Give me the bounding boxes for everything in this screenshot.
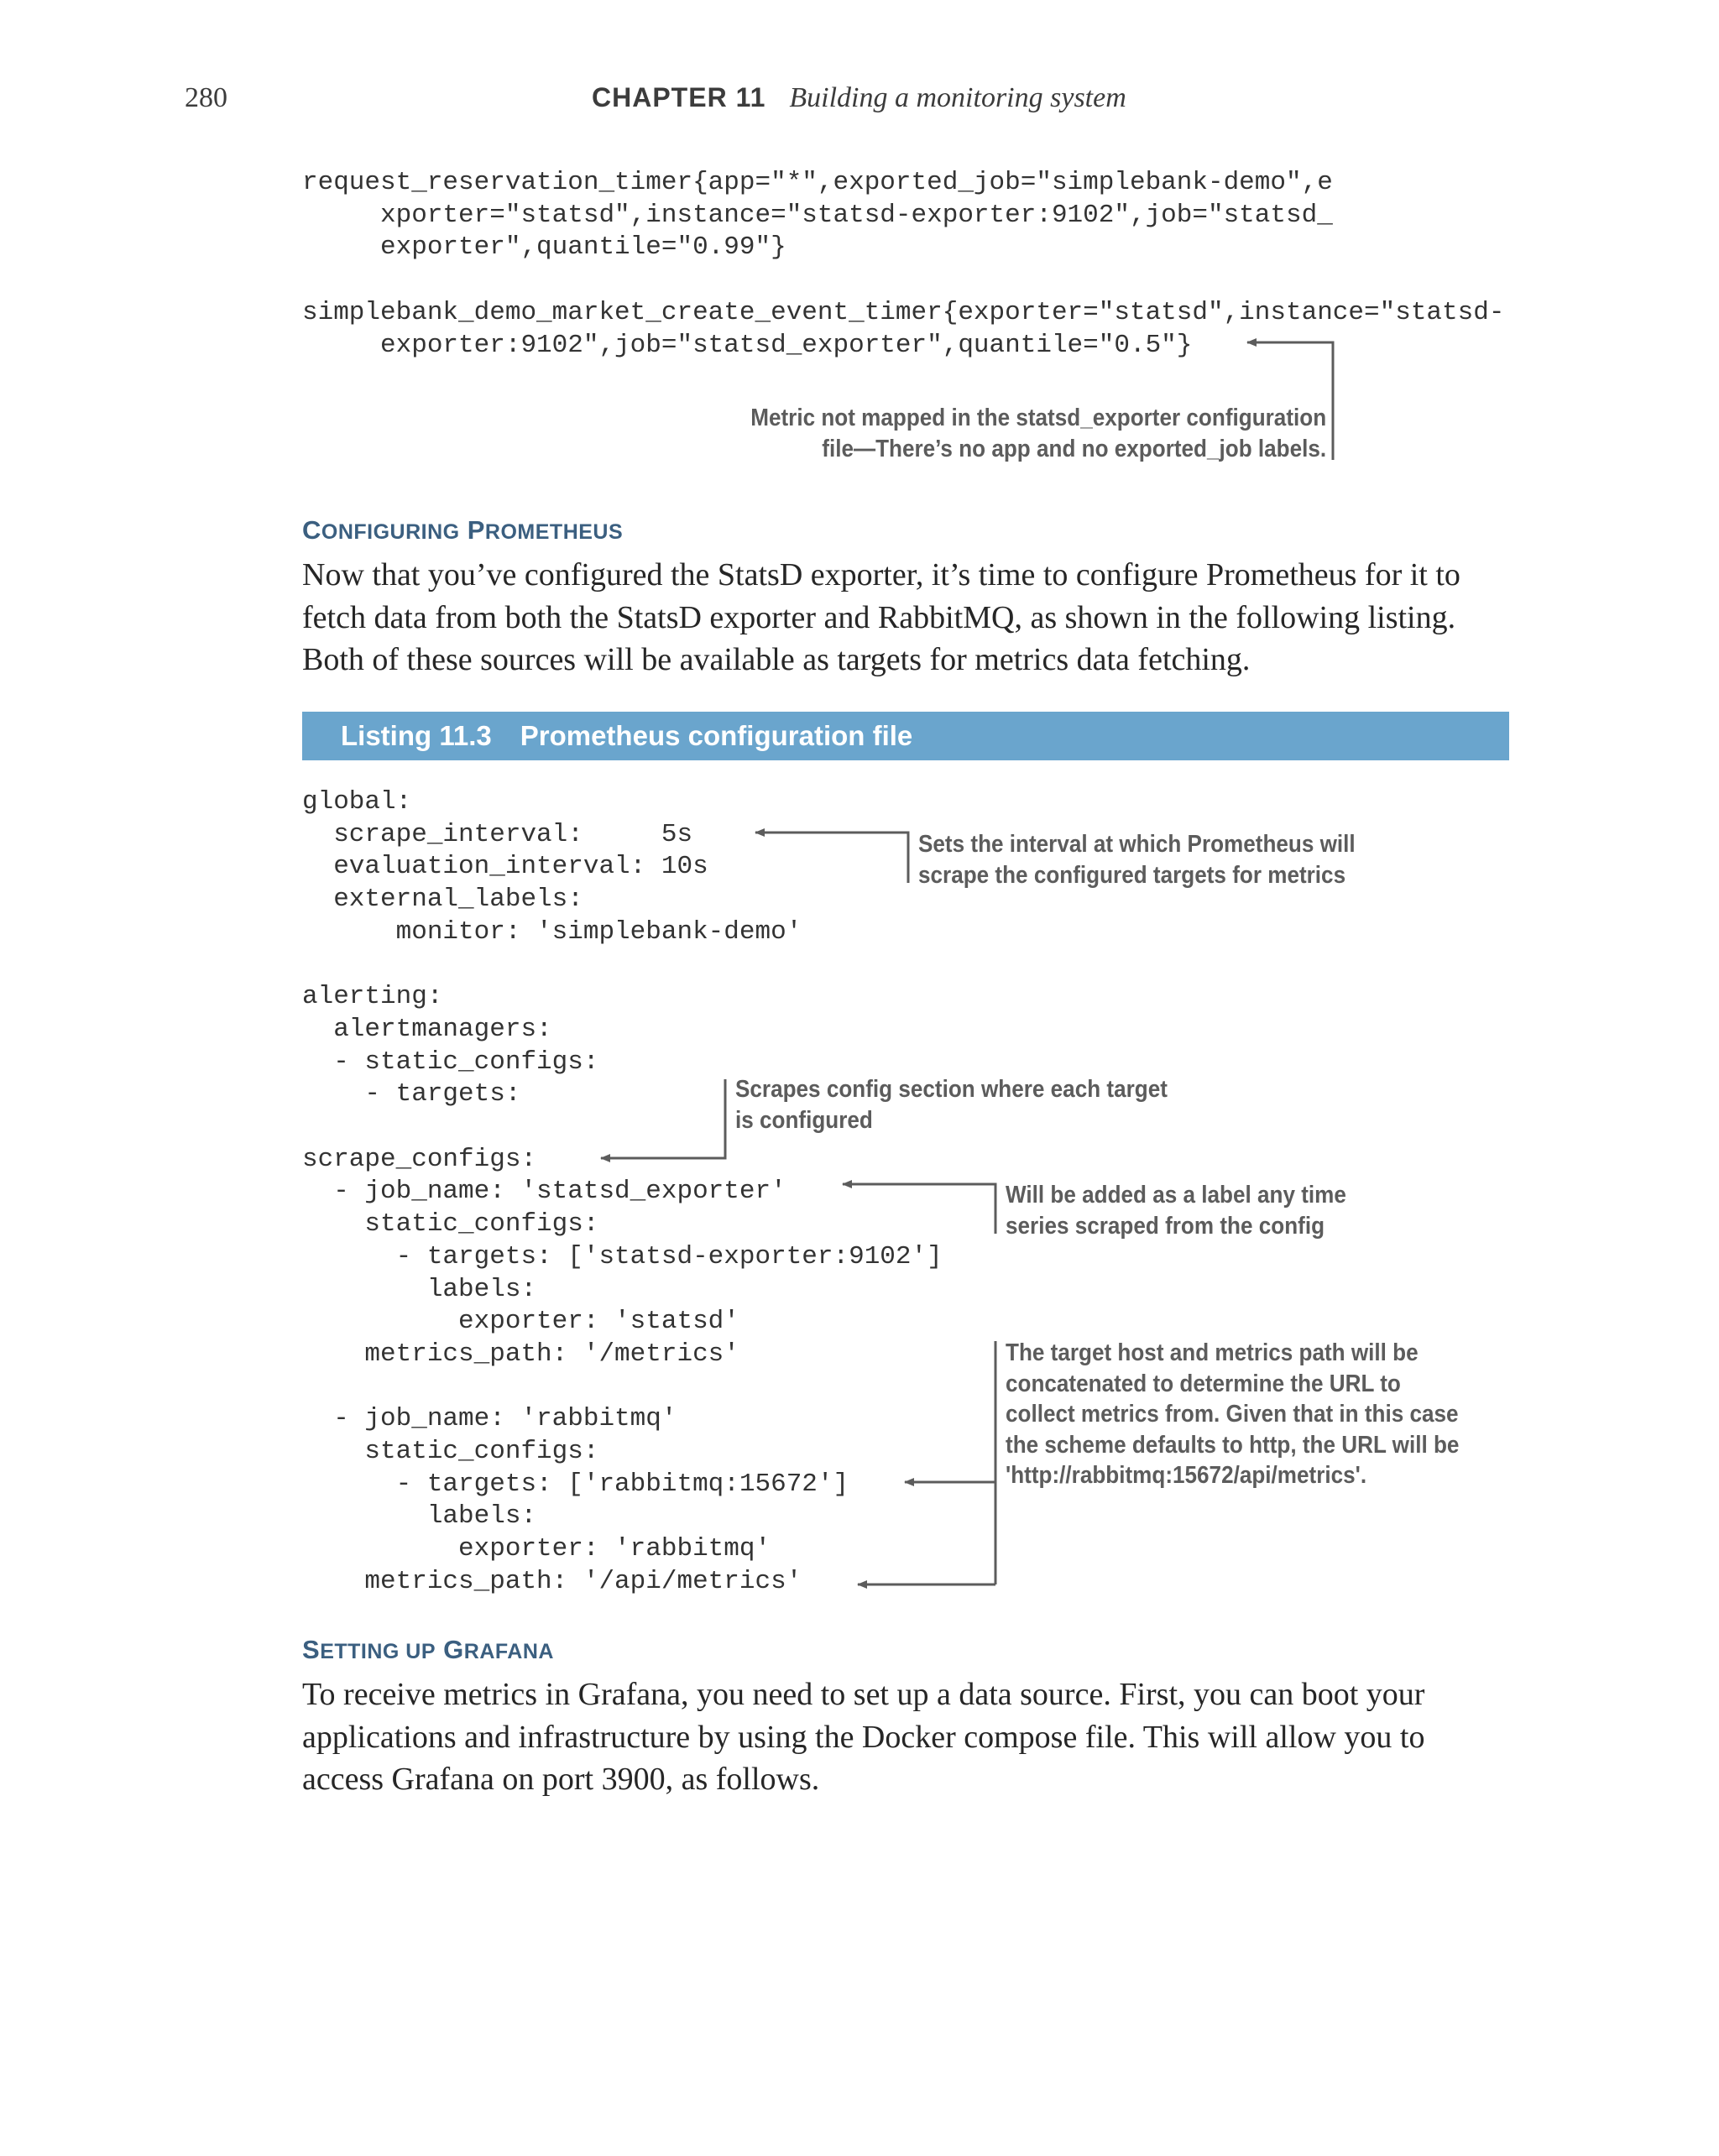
annotation-line: file—There’s no app and no exported_job labels.	[822, 435, 1326, 462]
annotation-line: Scrapes config section where each target	[735, 1076, 1168, 1103]
annotation-line: series scraped from the config	[1006, 1212, 1325, 1240]
code-line: - static_configs:	[302, 1047, 599, 1077]
code-line: scrape_configs:	[302, 1144, 537, 1174]
arrow-job-label	[843, 1184, 995, 1234]
code-line: - targets:	[302, 1079, 521, 1109]
code-line: alertmanagers:	[302, 1014, 552, 1044]
code-line: - job_name: 'statsd_exporter'	[302, 1177, 786, 1207]
code-line: monitor: 'simplebank-demo'	[302, 916, 802, 947]
code-line: exporter:9102",job="statsd_exporter",quantile="0.5"}	[302, 330, 1193, 360]
annotation-line: 'http://rabbitmq:15672/api/metrics'.	[1006, 1462, 1367, 1489]
code-line: - targets: ['statsd-exporter:9102']	[302, 1241, 943, 1271]
listing-title: Prometheus configuration file	[520, 720, 913, 751]
code-line: request_reservation_timer{app="*",exported_job="simplebank-demo",e	[302, 168, 1333, 197]
code-line: metrics_path: '/metrics'	[302, 1339, 739, 1369]
code-line: static_configs:	[302, 1209, 599, 1240]
code-line: scrape_interval: 5s	[302, 819, 693, 849]
code-line: labels:	[302, 1501, 537, 1532]
code-line: - targets: ['rabbitmq:15672']	[302, 1469, 849, 1499]
page-number: 280	[185, 82, 227, 113]
code-line: exporter: 'statsd'	[302, 1307, 739, 1337]
annotation-line: Will be added as a label any time	[1006, 1182, 1346, 1209]
arrow-scrape-configs	[601, 1079, 725, 1158]
code-line: static_configs:	[302, 1437, 599, 1467]
annotation-line: concatenated to determine the URL to	[1006, 1370, 1401, 1397]
code-line: labels:	[302, 1274, 537, 1304]
section-heading-setting-up-grafana: SETTING UP GRAFANA	[302, 1635, 554, 1664]
annotation-line: is configured	[735, 1106, 873, 1134]
code-line: exporter",quantile="0.99"}	[302, 232, 786, 263]
code-line: exporter: 'rabbitmq'	[302, 1534, 771, 1564]
section-heading-configuring-prometheus: CONFIGURING PROMETHEUS	[302, 515, 624, 545]
annotation-line: Metric not mapped in the statsd_exporter configuration	[750, 405, 1326, 431]
code-line: evaluation_interval: 10s	[302, 852, 708, 882]
code-line: simplebank_demo_market_create_event_timer{exporter="statsd",instance="statsd-	[302, 297, 1505, 327]
code-line: metrics_path: '/api/metrics'	[302, 1566, 802, 1596]
code-line: xporter="statsd",instance="statsd-exporter:9102",job="statsd_	[302, 200, 1333, 230]
chapter-title: Building a monitoring system	[789, 82, 1126, 113]
annotation-line: The target host and metrics path will be	[1006, 1339, 1419, 1366]
annotation-line: the scheme defaults to http, the URL will be	[1006, 1431, 1460, 1459]
paragraph-configuring-prometheus: Now that you’ve configured the StatsD exporter, it’s time to configure Prometheus for it to fetch data from both the StatsD exporter and RabbitMQ, as shown in the following listing. Both of these sources will be available as targets for metrics data fetching.	[302, 557, 1460, 677]
code-line: global:	[302, 787, 412, 817]
annotation-line: collect metrics from. Given that in this case	[1006, 1401, 1459, 1428]
arrow-unmapped-metric	[1247, 342, 1333, 460]
code-line: - job_name: 'rabbitmq'	[302, 1404, 677, 1434]
code-line: alerting:	[302, 982, 443, 1012]
arrow-scrape-interval	[755, 833, 908, 883]
annotation-line: scrape the configured targets for metrics	[918, 861, 1346, 889]
chapter-label: CHAPTER 11	[592, 82, 766, 112]
annotation-line: Sets the interval at which Prometheus will	[918, 831, 1356, 858]
code-line: external_labels:	[302, 885, 583, 915]
listing-number: Listing 11.3	[341, 720, 492, 751]
paragraph-setting-up-grafana: To receive metrics in Grafana, you need to set up a data source. First, you can boot your applications and infrastructure by using the Docker compose file. This will allow you to access Grafana on port 3900, as follows.	[302, 1677, 1425, 1797]
